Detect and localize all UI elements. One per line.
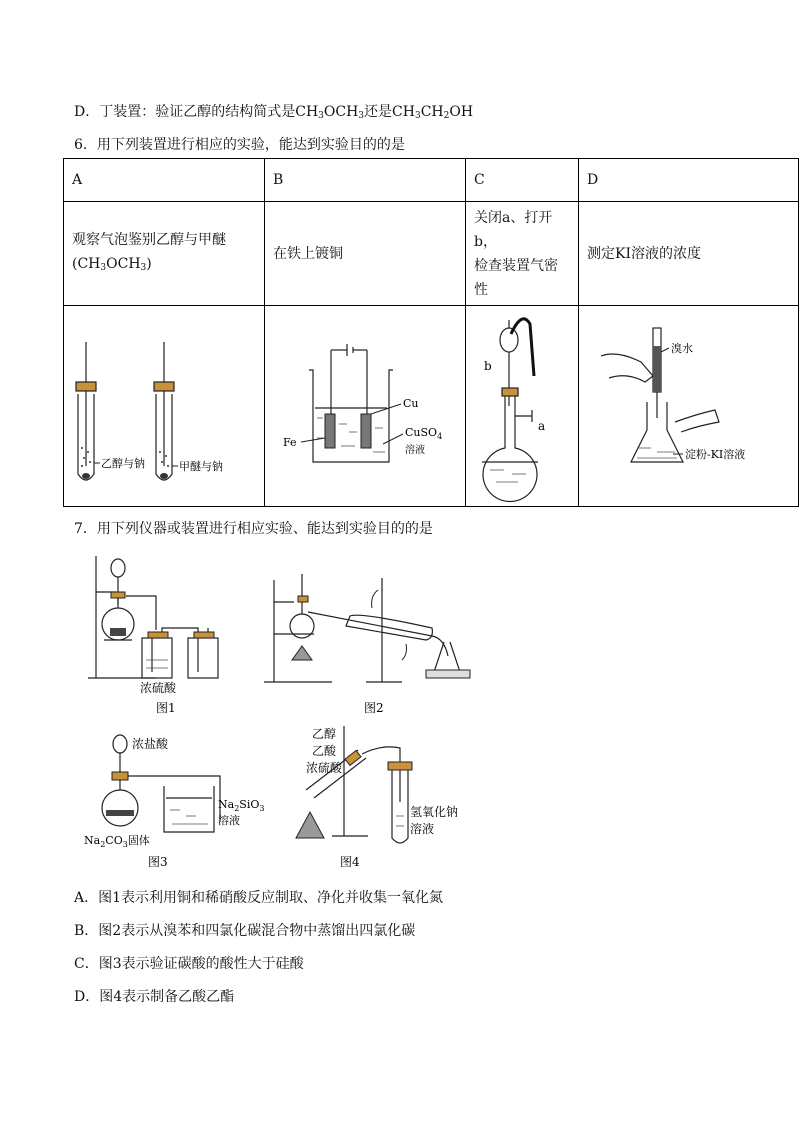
label-b: b xyxy=(484,359,492,373)
header-b: B xyxy=(265,159,466,202)
figure-2 xyxy=(262,560,477,718)
titration-diagram xyxy=(587,306,790,506)
label-fe: Fe xyxy=(283,436,297,449)
table-text-row xyxy=(64,202,799,306)
airtightness-diagram xyxy=(474,306,570,506)
header-d: D xyxy=(579,159,799,202)
formula-methyl-ether: $(CH_3OCH_3)$ xyxy=(72,255,152,273)
caption-fig1: 图1 xyxy=(156,701,176,715)
label-acetic-acid: 乙酸 xyxy=(312,744,337,758)
label-bromine-water: 溴水 xyxy=(671,342,693,355)
electroplating-diagram xyxy=(273,306,457,506)
table-header-row xyxy=(64,159,799,202)
header-c: C xyxy=(466,159,579,202)
caption-fig4: 图4 xyxy=(340,855,360,869)
q6-stem: 6．用下列装置进行相应的实验，能达到实验目的的是 xyxy=(74,137,405,153)
label-cu: Cu xyxy=(403,397,419,410)
label-starch-ki: 淀粉-KI溶液 xyxy=(685,448,746,461)
cell-d-figure xyxy=(579,306,799,507)
cell-c-text: 关闭a、打开b， 检查装置气密 性 xyxy=(466,202,579,306)
caption-fig3: 图3 xyxy=(148,855,168,869)
table-figure-row xyxy=(64,306,799,507)
q5-option-d: D．丁装置：验证乙醇的结构简式是$CH_3OCH_3$还是$CH_3CH_2OH$ xyxy=(74,104,474,121)
cell-b-figure xyxy=(265,306,466,507)
cell-c-figure xyxy=(466,306,579,507)
label-solution-3: 溶液 xyxy=(218,814,240,827)
cell-a-text: 观察气泡鉴别乙醇与甲醚 $(CH_3OCH_3)$ xyxy=(64,202,265,306)
q7-option-b: B．图2表示从溴苯和四氯化碳混合物中蒸馏出四氯化碳 xyxy=(74,923,416,939)
label-ethanol-sodium: 乙醇与钠 xyxy=(101,457,145,470)
formula-ethanol: $CH_3CH_2OH$ xyxy=(392,104,474,121)
q7-stem: 7．用下列仪器或装置进行相应实验、能达到实验目的的是 xyxy=(74,521,433,537)
header-a: A xyxy=(64,159,265,202)
figure-1 xyxy=(86,548,236,718)
cell-d-text: 测定KI溶液的浓度 xyxy=(579,202,799,306)
label-na2co3: $Na_2CO_3$固体 xyxy=(84,834,150,849)
label-cuso4: CuSO$_4$ xyxy=(405,426,443,441)
label-ether-sodium: 甲醚与钠 xyxy=(179,460,223,473)
label-conc-sulfuric: 浓硫酸 xyxy=(140,681,177,695)
label-solution-4: 溶液 xyxy=(410,822,435,836)
figure-3 xyxy=(80,726,265,874)
label-naoh: 氢氧化钠 xyxy=(410,805,459,819)
label-na2sio3: $Na_2SiO_3$ xyxy=(218,798,265,813)
cell-a-figure xyxy=(64,306,265,507)
cell-b-text: 在铁上镀铜 xyxy=(265,202,466,306)
q7-option-a: A．图1表示利用铜和稀硝酸反应制取、净化并收集一氧化氮 xyxy=(74,890,444,906)
label-conc-hcl: 浓盐酸 xyxy=(132,737,169,751)
q7-option-c: C．图3表示验证碳酸的酸性大于硅酸 xyxy=(74,956,304,972)
label-conc-sulfuric-4: 浓硫酸 xyxy=(306,761,343,775)
figure-4 xyxy=(282,720,472,872)
caption-fig2: 图2 xyxy=(364,701,384,715)
formula-ether: $CH_3OCH_3$ xyxy=(295,104,365,121)
test-tubes-diagram xyxy=(72,306,256,506)
q6-table xyxy=(63,158,799,507)
label-solution: 溶液 xyxy=(405,445,425,456)
label-a: a xyxy=(538,419,546,433)
q7-option-d: D．图4表示制备乙酸乙酯 xyxy=(74,989,235,1005)
label-ethanol: 乙醇 xyxy=(312,727,337,741)
